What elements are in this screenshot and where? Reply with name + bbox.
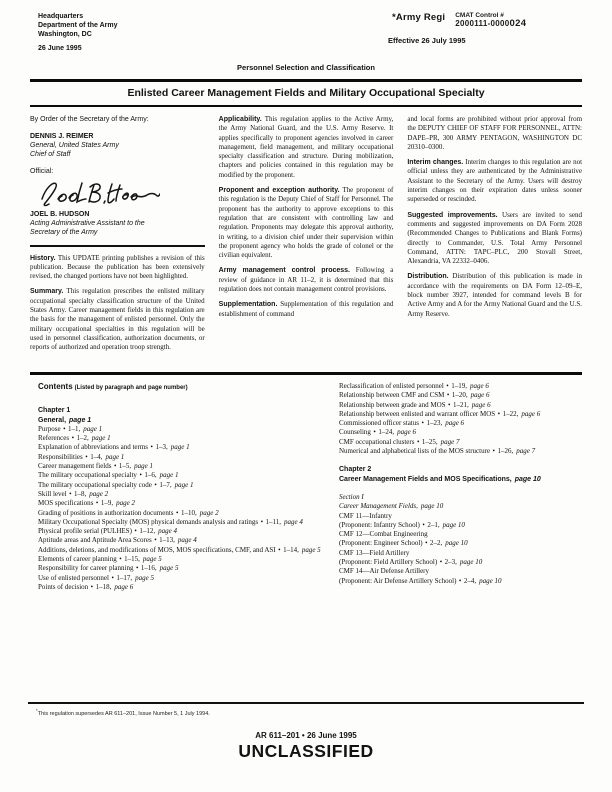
contents-list-left [38,406,323,592]
bullet-separator: • [139,471,142,480]
bullet-separator: • [134,527,137,536]
paragraph-text: This regulation applies to the Active Army, the Army National Guard, and the U.S. Army Reserve. It applies specifically to proponent agencies involved in career management, field management, and military occupational specialty classification and structure. During mobilization, chapters and policies contained in this regulation may be modified by the proponent. [218,115,394,179]
contents-entry [38,434,323,443]
contents-column-left [38,382,323,592]
issuer-line: Washington, DC [38,31,92,38]
entry-text: Elements of career planning [38,555,117,564]
preamble-paragraph [219,115,394,180]
contents-entry [339,530,582,539]
entry-text: Career Management Fields, [339,502,418,511]
masthead [38,12,582,53]
entry-paragraph-ref: 1–13, [159,536,175,545]
entry-paragraph-ref: 1–11, [265,517,282,526]
by-order-line: By Order of the Secretary of the Army: [30,116,149,123]
entry-page-ref: page 1 [159,471,179,480]
issuing-agency-block [38,12,117,53]
entry-text: Military Occupational Specialty (MOS) physical demands analysis and ratings [38,517,259,526]
bullet-separator: • [154,480,157,489]
entry-text: Section I [339,492,364,501]
paragraph-lead: Distribution. [407,273,449,281]
issuer-line: Department of the Army [38,22,118,29]
signer-title: Chief of Staff [30,151,71,158]
entry-page-ref: page 1 [170,443,190,452]
contents-entry [38,536,323,545]
classification-marking: UNCLASSIFIED [238,741,374,762]
horizontal-rule [30,245,205,247]
paragraph-text: Following a review of guidance in AR 11–2, it is determined that this regulation does not contain management control provisions. [218,266,394,294]
entry-page-ref: page 6 [521,409,541,418]
entry-text: (Proponent: Engineer School) [339,539,423,548]
signature-image [32,177,160,207]
contents-entry [38,490,323,499]
entry-paragraph-ref: 1–16, [140,564,157,573]
bullet-separator: • [111,573,114,582]
entry-page-ref: page 6 [114,582,134,591]
bullet-separator: • [458,576,462,585]
entry-text: Additions, deletions, and modifications of MOS, MOS specifications, CMF, and ASI [38,545,276,554]
bullet-separator: • [448,400,451,409]
entry-page-ref: page 1 [134,462,154,471]
bullet-separator: • [416,437,420,446]
bullet-separator: • [95,499,99,508]
entry-text: Numerical and alphabetical lists of the MOS structure [339,447,491,456]
footer-regulation-line: AR 611–201 • 26 June 1995 [255,731,357,741]
bullet-separator: • [373,428,376,437]
entry-page-ref: page 4 [284,517,303,526]
paragraph-lead: History. [30,254,56,262]
contents-heading [38,382,323,393]
bullet-separator: • [497,409,501,418]
regulation-number-label: *Army Regi [392,12,446,23]
entry-page-ref: page 7 [440,437,460,446]
entry-paragraph-ref: 1–9, [100,499,114,508]
entry-page-ref: page 10 [514,475,541,483]
entry-paragraph-ref: 1–22, [502,409,519,418]
preamble-paragraph [407,272,582,318]
contents-entry [339,521,582,530]
entry-text: CMF occupational clusters [339,437,415,446]
attest-title: Secretary of the Army [30,229,98,236]
contents-heading-note: (Listed by paragraph and page number) [74,384,188,391]
contents-entry [339,577,582,586]
bullet-separator: • [425,539,428,548]
contents-entry [38,564,323,573]
contents-entry [38,583,323,592]
contents-entry [339,419,582,428]
preamble-paragraph [407,158,582,204]
contents-entry [339,493,582,502]
entry-text: (Proponent: Field Artillery School) [339,558,438,567]
entry-text: Reclassification of enlisted personnel [339,381,444,390]
entry-page-ref: page 1 [69,416,92,424]
entry-paragraph-ref: 1–24, [378,428,395,437]
entry-page-ref: page 4 [177,536,197,545]
entry-text: Aptitude areas and Aptitude Area Scores [38,536,152,545]
contents-entry [339,539,582,548]
contents-entry [339,410,582,419]
attest-name: JOEL B. HUDSON [30,211,90,218]
entry-paragraph-ref: 1–23, [426,419,443,428]
entry-page-ref: page 6 [397,428,416,437]
bullet-separator: • [439,558,443,567]
cmat-label: CMAT Control # [455,12,504,19]
entry-text: Use of enlisted personnel [38,573,109,582]
bullet-separator: • [85,452,88,461]
entry-text: Chapter 1 [38,407,71,415]
contents-entry [339,401,582,410]
document-title: Enlisted Career Management Fields and Military Occupational Specialty [127,86,485,99]
preamble-column-3 [407,115,582,358]
entry-page-ref: page 6 [471,400,491,409]
entry-page-ref: page 10 [420,502,444,511]
entry-text: Relationship between grade and MOS [339,400,446,409]
entry-paragraph-ref: 1–19, [451,381,467,390]
contents-entry [339,512,582,521]
paragraph-text: Distribution of this publication is made in accordance with the requirements on DA Form 12–09–E, block number 3927, intended for command levels B for Active Army and A for the Army National Guard and the U.S. Army Reserve. [407,272,583,318]
entry-text: Commissioned officer status [339,419,419,428]
preamble-column-2 [219,115,394,358]
bullet-separator: • [90,582,94,591]
contents-entry [339,567,582,576]
contents-entry [339,428,582,437]
preamble-paragraph-list [30,254,205,353]
entry-page-ref: page 2 [199,508,219,517]
bullet-separator: • [278,545,281,554]
entry-paragraph-ref: 1–6, [144,471,157,480]
paragraph-lead: Suggested improvements. [407,211,498,219]
bullet-separator: • [113,462,117,471]
contents-entry [38,509,323,518]
paragraph-lead: Interim changes. [407,159,464,167]
preamble-paragraph [407,211,582,267]
entry-paragraph-ref: 1–3, [155,443,168,452]
contents-entry [339,558,582,567]
bullet-separator: • [63,424,66,433]
cmat-number: 2000111-0000024 [455,18,527,29]
official-label: Official: [30,168,54,175]
contents-entry [339,502,582,511]
entry-page-ref: page 5 [142,555,162,564]
horizontal-rule [30,105,582,108]
entry-text: Grading of positions in authorization documents [38,508,174,517]
entry-page-ref: page 1 [83,424,103,433]
contents-entry [38,499,323,508]
contents-entry [38,471,323,480]
contents-entry [339,549,582,558]
issuer-line: Headquarters [38,13,84,20]
contents-heading-label: Contents [38,381,73,391]
order-of-secretary-block [30,115,205,237]
bullet-separator: • [176,508,179,517]
entry-paragraph-ref: 1–14, [283,545,299,554]
entry-text: CMF 14—Air Defense Artillery [339,567,430,576]
entry-page-ref: page 4 [158,527,177,536]
entry-page-ref: page 10 [459,558,483,567]
entry-text: (Proponent: Air Defense Artillery School) [339,576,457,585]
entry-paragraph-ref: 1–7, [159,480,172,489]
contents-entry [339,447,582,456]
bullet-separator: • [260,517,264,526]
paragraph-text: The proponent of this regulation is the Deputy Chief of Staff for Personnel. The proponent has the authority to approve exceptions to this regulation that are consistent with controlling law and regulation. Proponents may delegate this approval authority, in writing, to a division chief under their supervision within the proponent agency who holds the grade of colonel or the civilian equivalent. [218,186,394,260]
preamble-paragraph [407,115,582,152]
entry-paragraph-ref: 1–2, [76,434,89,443]
entry-paragraph-ref: 1–21, [452,400,469,409]
entry-page-ref: page 1 [105,452,125,461]
bullet-separator: • [119,555,122,564]
preamble-paragraph [30,254,205,282]
entry-text: General, [38,416,67,424]
horizontal-rule [28,702,584,704]
entry-paragraph-ref: 2–4, [463,576,477,585]
signer-name: DENNIS J. REIMER [30,133,94,140]
entry-paragraph-ref: 2–2, [430,539,443,548]
horizontal-rule [30,372,582,375]
signer-title: General, United States Army [30,142,119,149]
contents-entry [38,453,323,462]
paragraph-text: and local forms are prohibited without prior approval from the DEPUTY CHIEF OF STAFF FOR PERSONNEL, ATTN: DAPE–PR, 300 ARMY PENTAGON, WASHINGTON DC 20310–0300. [407,115,583,151]
publication-date: 26 June 1995 [38,45,82,52]
series-title: Personnel Selection and Classification [237,63,375,72]
contents-entry [339,382,582,391]
contents-entry [38,481,323,490]
entry-page-ref: page 7 [516,447,536,456]
entry-paragraph-ref: 1–1, [68,424,81,433]
contents [38,382,582,592]
contents-entry [339,438,582,447]
contents-entry [339,475,582,484]
entry-text: Responsibility for career planning [38,564,134,573]
contents-entry [38,425,323,434]
entry-page-ref: page 5 [159,564,179,573]
preamble-paragraph [30,287,205,352]
entry-paragraph-ref: 1–26, [497,447,514,456]
entry-text: The military occupational specialty [38,471,137,480]
entry-text: MOS specifications [38,499,94,508]
entry-page-ref: page 6 [445,419,465,428]
bullet-separator: • [446,391,450,400]
entry-text: Points of decision [38,582,89,591]
attest-title: Acting Administrative Assistant to the [30,220,145,227]
entry-paragraph-ref: 1–25, [421,437,438,446]
footnote-marker: * [36,707,38,713]
bullet-separator: • [446,381,449,390]
cmat-control-stamp [455,12,526,29]
contents-entry [38,443,323,452]
entry-page-ref: page 10 [442,520,465,529]
bullet-separator: • [422,520,425,529]
effective-date: Effective 26 July 1995 [388,36,466,45]
entry-text: CMF 11—Infantry [339,511,392,520]
entry-text: Physical profile serial (PULHES) [38,527,132,536]
contents-entry [339,465,582,474]
entry-paragraph-ref: 1–20, [451,391,468,400]
contents-entry [339,391,582,400]
contents-entry [38,527,323,536]
entry-paragraph-ref: 1–8, [74,489,87,498]
entry-text: Explanation of abbreviations and terms [38,443,149,452]
bullet-separator: • [421,419,424,428]
preamble-paragraph [219,266,394,294]
entry-text: CMF 12—Combat Engineering [339,530,428,539]
supersession-footnote [36,708,584,717]
entry-paragraph-ref: 1–4, [90,452,103,461]
entry-page-ref: page 10 [479,576,502,585]
paragraph-lead: Summary. [30,288,64,296]
preamble-paragraph [219,300,394,319]
bullet-separator: • [69,489,72,498]
entry-text: (Proponent: Infantry School) [339,520,420,529]
entry-text: Career management fields [38,462,112,471]
paragraph-lead: Army management control process. [218,267,351,275]
contents-entry [38,416,323,425]
entry-text: Counseling [339,428,371,437]
entry-paragraph-ref: 1–18, [95,582,112,591]
preamble-paragraph [219,186,394,260]
entry-text: Relationship between CMF and CSM [339,391,445,400]
contents-entry [38,406,323,415]
entry-page-ref: page 6 [469,381,489,390]
paragraph-text: This UPDATE printing publishes a revision of this publication. Because the publication has been extensively revised, the changed portions have not been highlighted. [30,253,205,281]
entry-paragraph-ref: 1–17, [116,573,133,582]
entry-text: Skill level [38,489,67,498]
paragraph-text: Interim changes to this regulation are not official unless they are authenticated by the Administrative Assistant to the Secretary of the Army. Users will destroy interim changes on their expiration dates unless sooner superseded or rescinded. [407,158,583,204]
contents-entry [38,574,323,583]
contents-entry [38,462,323,471]
entry-page-ref: page 2 [116,499,135,508]
entry-text: Purpose [38,424,61,433]
regulation-id-block [388,12,582,53]
contents-entry [38,546,323,555]
entry-text: Responsibilities [38,452,83,461]
entry-page-ref: page 6 [470,391,490,400]
entry-text: References [38,434,70,443]
entry-paragraph-ref: 1–12, [139,527,156,536]
paragraph-text: Supplementation of this regulation and establishment of command [218,300,394,318]
entry-page-ref: page 2 [89,489,109,498]
entry-page-ref: page 5 [301,545,321,554]
bullet-separator: • [492,447,495,456]
paragraph-lead: Supplementation. [218,301,278,309]
entry-page-ref: page 5 [135,573,155,582]
entry-page-ref: page 1 [91,434,111,443]
page-footer [28,702,584,762]
entry-paragraph-ref: 2–1, [427,520,440,529]
paragraph-text: This regulation prescribes the enlisted military occupational specialty classification structure of the United States Army. Career management fields in this regulation are the basis for the management of enlisted personnel. Only the military occupational specialties in this regulation will be used in personnel classification, authorization documents, or reports of authorized and operation troop strength. [30,287,205,352]
preamble-column-1 [30,115,205,358]
entry-paragraph-ref: 1–10, [180,508,197,517]
contents-entry [38,555,323,564]
bullet-separator: • [71,434,75,443]
entry-page-ref: page 1 [174,480,194,489]
entry-paragraph-ref: 1–5, [118,462,132,471]
entry-text: Relationship between enlisted and warrant officer MOS [339,409,496,418]
paragraph-lead: Proponent and exception authority. [218,187,340,195]
entry-text: Career Management Fields and MOS Specifications, [339,475,512,483]
preamble [30,115,582,358]
entry-paragraph-ref: 2–3, [444,558,457,567]
bullet-separator: • [150,443,153,452]
entry-text: CMF 13—Field Artillery [339,548,410,557]
footnote-text: This regulation supersedes AR 611–201, Issue Number 5, 1 July 1994. [37,710,210,717]
title-band [30,79,582,107]
contents-column-right [339,382,582,592]
entry-text: The military occupational specialty code [38,480,152,489]
paragraph-lead: Applicability. [218,116,262,123]
entry-page-ref: page 10 [445,539,468,548]
bullet-separator: • [135,564,139,573]
paragraph-text: Users are invited to send comments and suggested improvements on DA Form 2028 (Recommended Changes to Publications and Blank Forms) directly to Commander, U.S. Total Army Personnel Command, ATTN: TAPC–PLC, 200 Stovall Street, Alexandria, VA 22332–0406. [407,210,583,266]
bullet-separator: • [154,536,157,545]
entry-text: Chapter 2 [339,466,372,474]
entry-paragraph-ref: 1–15, [124,555,140,564]
contents-entry [38,518,323,527]
